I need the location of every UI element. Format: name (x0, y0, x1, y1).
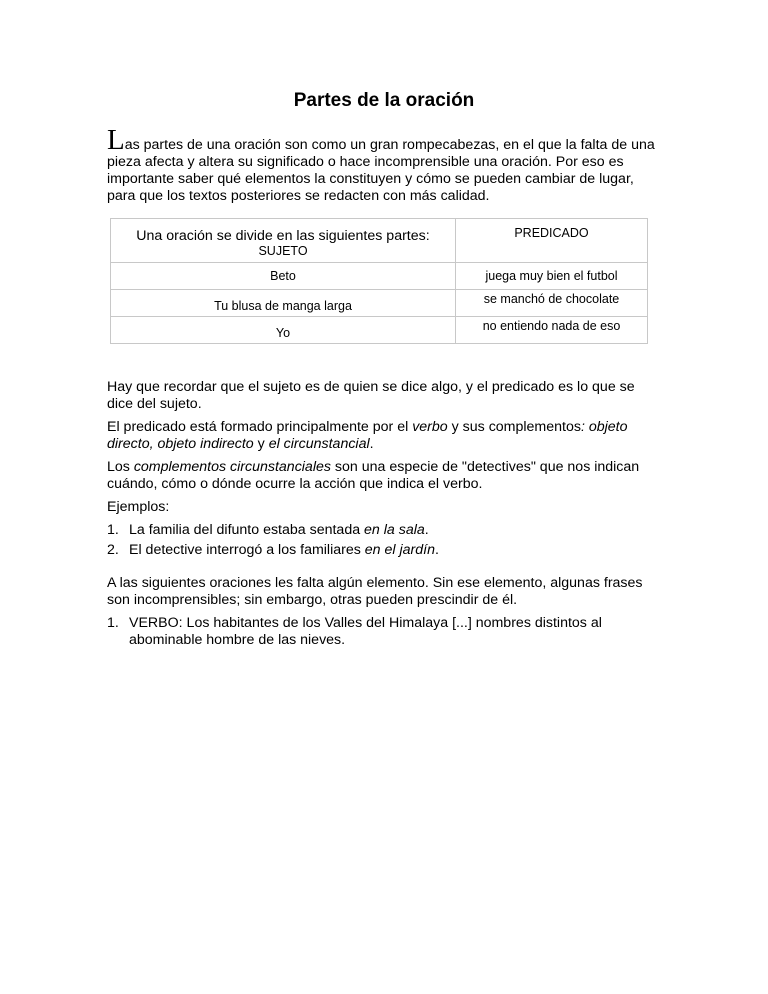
sujeto-cell: Beto (111, 263, 456, 290)
paragraph: El predicado está formado principalmente por el verbo y sus complementos: objeto directo, objeto indirecto y el circunstancial. (107, 419, 628, 452)
sujeto-cell: Tu blusa de manga larga (111, 290, 456, 317)
list-item: 2. El detective interrogó a los familiares en el jardín. (107, 542, 439, 558)
list-item: 1. VERBO: Los habitantes de los Valles del Himalaya [...] nombres distintos al abominable hombre de las nieves. (107, 615, 602, 648)
exercises-list (107, 615, 659, 649)
table-row (111, 263, 648, 290)
predicado-cell: se manchó de chocolate (456, 290, 648, 317)
drop-cap: L (107, 124, 125, 156)
intro-paragraph (107, 124, 659, 205)
paragraph: A las siguientes oraciones les falta algún elemento. Sin ese elemento, algunas frases son incomprensibles; sin embargo, otras pueden prescindir de él. (107, 575, 643, 608)
sujeto-cell: Yo (111, 317, 456, 344)
predicado-cell: juega muy bien el futbol (456, 263, 648, 290)
sentence-parts-table (110, 218, 648, 344)
predicado-cell: no entiendo nada de eso (456, 317, 648, 344)
table-header-row (111, 219, 648, 263)
paragraph: Ejemplos: (107, 499, 170, 515)
list-item: 1. La familia del difunto estaba sentada en la sala. (107, 522, 429, 538)
body-text (107, 379, 659, 665)
table-row (111, 290, 648, 317)
examples-list (107, 522, 659, 559)
header-sujeto: SUJETO (258, 244, 308, 258)
header-sujeto-cell (111, 219, 456, 263)
intro-text: as partes de una oración son como un gran rompecabezas, en el que la falta de una pieza afecta y altera su significado o hace incomprensible una oración. Por eso es importante saber qué elementos la constituyen y cómo se pueden cambiar de lugar, para que los textos posteriores se redacten con más calidad. (107, 137, 655, 204)
paragraph: Hay que recordar que el sujeto es de quien se dice algo, y el predicado es lo que se dice del sujeto. (107, 379, 635, 412)
table-row (111, 317, 648, 344)
paragraph: Los complementos circunstanciales son una especie de "detectives" que nos indican cuándo, cómo o dónde ocurre la acción que indica el verbo. (107, 459, 640, 492)
page-title: Partes de la oración (293, 90, 475, 111)
header-predicado: PREDICADO (456, 219, 648, 263)
table-intro-text: Una oración se divide en las siguientes partes: (136, 228, 430, 244)
